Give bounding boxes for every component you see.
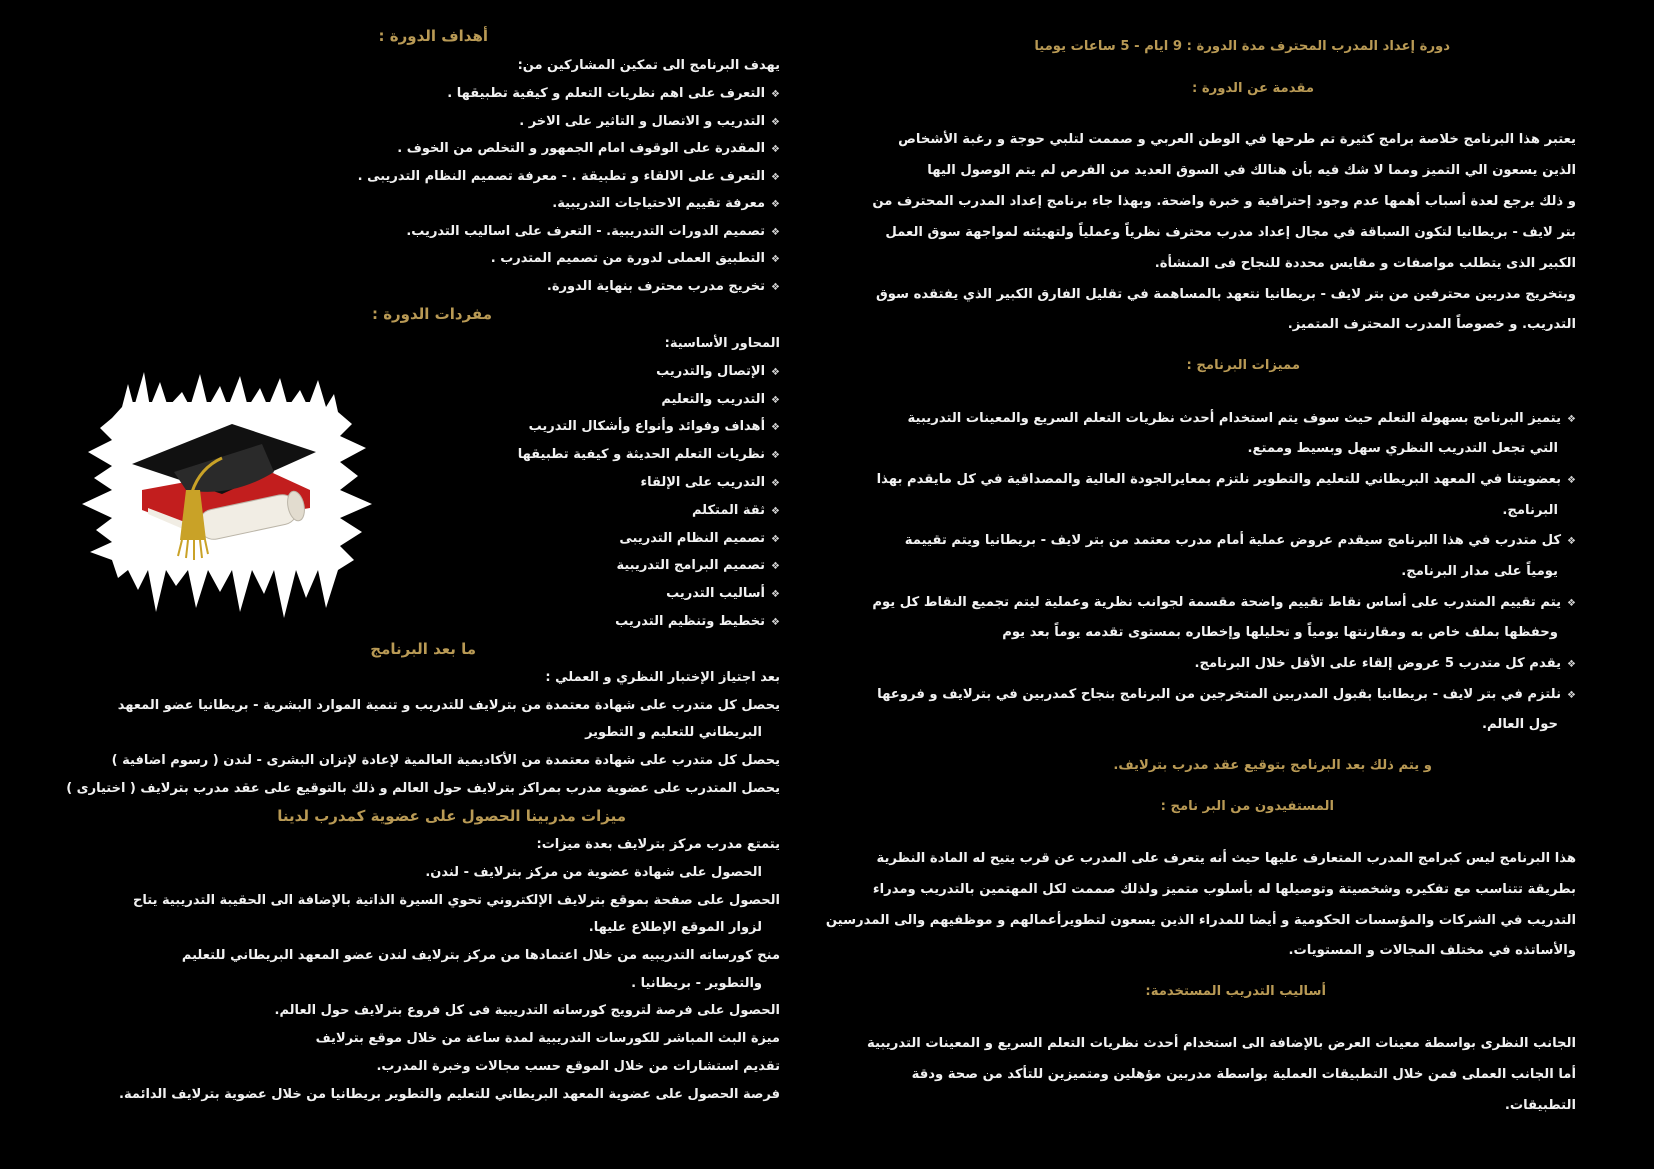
trainers-line-cont: لزوار الموقع الإطلاع عليها. [588, 920, 762, 935]
feature-item: ❖ كل متدرب في هذا البرنامج سيقدم عروض عملية أمام مدرب معتمد من بتر لايف - بريطانيا ويتم تقييمة [905, 532, 1576, 551]
module-item: ❖ نظريات التعلم الحديثة و كيفية تطبيقها [518, 446, 780, 465]
trainers-line: فرصة الحصول على عضوية المعهد البريطاني للتعليم والتطوير بريطانيا من خلال عضوية بترلايف الدائمة. [119, 1087, 780, 1102]
methods-line: الجانب النظرى بواسطة معينات العرض بالإضافة الى استخدام أحدث نظريات التعلم السريع و المعينات التدريبية [867, 1036, 1576, 1051]
beneficiaries-heading: المستفيدون من البر نامج : [1160, 799, 1334, 814]
feature-item: ❖ نلتزم في بتر لايف - بريطانيا بقبول المدربين المتخرجين من البرنامج بنجاح كمدربين في بترلايف و فروعها [877, 686, 1576, 705]
module-item: ❖ ثقة المتكلم [692, 502, 780, 521]
intro-heading: مقدمة عن الدورة : [1191, 81, 1314, 96]
course-title: دورة إعداد المدرب المحترف مدة الدورة : 9 ايام - 5 ساعات يوميا [1034, 39, 1450, 54]
methods-line: التطبيقات. [1504, 1098, 1576, 1113]
modules-heading: مفردات الدورة : [371, 305, 492, 323]
feature-item: ❖ يتميز البرنامج بسهولة التعلم حيث سوف يتم استخدام أحدث نظريات التعلم السريع والمعينات التدريبية [908, 410, 1576, 429]
trainers-line: تقديم استشارات من خلال الموقع حسب مجالات وخبرة المدرب. [376, 1059, 780, 1074]
module-item: ❖ تصميم النظام التدريبى [619, 530, 780, 549]
module-item: ❖ التدريب والتعليم [661, 391, 780, 410]
after-line-cont: البريطاني للتعليم و التطوير [585, 725, 762, 740]
after-line: بعد اجتياز الإختبار النظري و العملي : [545, 670, 780, 685]
contract-line: و يتم ذلك بعد البرنامج بتوقيع عقد مدرب بترلايف. [1113, 758, 1432, 773]
trainers-line: يتمتع مدرب مركز بترلايف بعدة ميزات: [536, 837, 780, 852]
beneficiaries-line: هذا البرنامج ليس كبرامج المدرب المتعارف عليها حيث أنه يتعرف على المدرب عن قرب يتيح له المادة النظرية [876, 851, 1576, 866]
feature-item: ❖ بعضويتنا في المعهد البريطاني للتعليم والتطوير نلتزم بمعايرالجودة العالية والمصداقية في كل مايقدم بهذا [877, 471, 1576, 490]
intro-line: الذين يسعون الي التميز ومما لا شك فيه بأن هنالك في السوق العديد من الفرص لم يتم الوصول اليها [927, 163, 1576, 178]
intro-line: التدريب. و خصوصاً المدرب المحترف المتميز. [1287, 317, 1576, 332]
trainers-line: ميزة البث المباشر للكورسات التدريبية لمدة ساعة من خلال موقع بترلايف [315, 1031, 780, 1046]
trainers-line: الحصول على شهادة عضوية من مركز بترلايف - لندن. [425, 865, 762, 880]
goal-item: ❖ المقدرة على الوقوف امام الجمهور و التخلص من الخوف . [397, 140, 780, 159]
goals-heading: أهداف الدورة : [378, 27, 488, 45]
feature-item-cont: وحفظها بملف خاص به ومقارنتها يومياً و تحليلها وإخطاره بمستوى تقدمه يوماً بعد يوم [1002, 625, 1558, 640]
trainers-line: منح كورساته التدريبيه من خلال اعتمادها من مركز بترلايف لندن عضو المعهد البريطاني للتعليم [181, 948, 780, 963]
beneficiaries-line: التدريب في الشركات والمؤسسات الحكومية و أيضا للمدراء الذين يسعون لتطويرأعمالهم و موظفيهم والى المدرسين [825, 913, 1576, 928]
trainers-line: الحصول على صفحة بموقع بترلايف الإلكتروني تحوي السيرة الذاتية بالإضافة الى الحقيبة التدريبية يتاح [133, 893, 780, 908]
methods-line: أما الجانب العملى فمن خلال التطبيقات العملية بواسطة مدربين مؤهلين ومتميزين للتأكد من صحة ودقة [911, 1067, 1576, 1082]
right-page [825, 0, 1576, 1169]
feature-item-cont: التي تجعل التدريب النظري سهل وبسيط وممتع. [1247, 441, 1558, 456]
trainers-heading: ميزات مدربينا الحصول على عضوية كمدرب لدينا [277, 807, 626, 825]
trainers-line: الحصول على فرصة لترويج كورساته التدريبية فى كل فروع بترلايف حول العالم. [274, 1003, 780, 1018]
goal-item: ❖ معرفة تقييم الاحتياجات التدريبية. [552, 195, 780, 214]
features-heading: مميزات البرنامج : [1186, 358, 1300, 373]
graduation-cap-diploma-icon [82, 372, 372, 618]
modules-intro: المحاور الأساسية: [664, 336, 780, 351]
intro-line: الكبير الذى يتطلب مواصفات و مقايس محددة للنجاح فى المنشأة. [1154, 256, 1576, 271]
goals-intro: يهدف البرنامج الى تمكين المشاركين من: [517, 58, 780, 73]
methods-heading: أساليب التدريب المستخدمة: [1145, 984, 1326, 999]
goal-item: ❖ التعرف على الالقاء و تطبيقة . - معرفة تصميم النظام التدريبى . [358, 168, 780, 187]
goal-item: ❖ تصميم الدورات التدريبية. - التعرف على اساليب التدريب. [406, 223, 780, 242]
after-line: يحصل كل متدرب على شهادة معتمدة من الأكاديمية العالمية لإعادة لإتزان البشرى - لندن ( رسوم اضافية ) [111, 753, 780, 768]
goal-item: ❖ التعرف على اهم نظريات التعلم و كيفية تطبيقها . [447, 85, 780, 104]
goal-item: ❖ التدريب و الاتصال و التاثير على الاخر . [519, 113, 780, 132]
feature-item-cont: يومياً على مدار البرنامج. [1401, 564, 1558, 579]
module-item: ❖ أهداف وفوائد وأنواع وأشكال التدريب [529, 418, 780, 437]
beneficiaries-line: والأساتذه في مختلف المجالات و المستويات. [1288, 943, 1576, 958]
beneficiaries-line: بطريقة تتناسب مع تفكيره وشخصيتة وتوصيلها له بأسلوب متميز ولذلك صممت لكل المهتمين بالتدريب ومدراء [872, 882, 1576, 897]
module-item: ❖ الإتصال والتدريب [656, 363, 780, 382]
trainers-line-cont: والتطوير - بريطانيا . [631, 976, 762, 991]
feature-item: ❖ يتم تقييم المتدرب على أساس نقاط تقييم واضحة مقسمة لجوانب نظرية وعملية ليتم تجميع النقاط كل يوم [872, 594, 1576, 613]
intro-line: بتر لايف - بريطانيا لتكون السباقة في مجال إعداد مدرب محترف نظرياً وعملياً ولتهيئته لمواجهة سوق العمل [885, 225, 1576, 240]
module-item: ❖ أساليب التدريب [666, 585, 780, 604]
intro-line: وبتخريج مدربين محترفين من بتر لايف - بريطانيا نتعهد بالمساهمة في تقليل الفارق الكبير الذي يفتقده سوق [875, 287, 1576, 302]
feature-item-cont: البرنامج. [1502, 503, 1558, 518]
feature-item: ❖ يقدم كل متدرب 5 عروض إلقاء على الأقل خلال البرنامج. [1194, 655, 1576, 674]
goal-item: ❖ تخريج مدرب محترف بنهاية الدورة. [547, 278, 780, 297]
module-item: ❖ تخطيط وتنظيم التدريب [615, 613, 780, 632]
intro-line: و ذلك يرجع لعدة أسباب أهمها عدم وجود إحترافية و خبرة واضحة. وبهذا جاء برنامج إعداد المدرب المحترف من [872, 194, 1576, 209]
intro-line: يعتبر هذا البرنامج خلاصة برامج كثيرة تم طرحها في الوطن العربي و صممت لتلبي حوجة و رغبة الأشخاص [898, 132, 1576, 147]
after-line: يحصل كل متدرب على شهادة معتمدة من بترلايف للتدريب و تنمية الموارد البشرية - بريطانيا عضو المعهد [117, 698, 780, 713]
feature-item-cont: حول العالم. [1482, 717, 1558, 732]
goal-item: ❖ التطبيق العملى لدورة من تصميم المتدرب . [491, 250, 780, 269]
module-item: ❖ تصميم البرامج التدريبية [616, 557, 780, 576]
after-line: يحصل المتدرب على عضوية مدرب بمراكز بترلايف حول العالم و ذلك بالتوقيع على عقد مدرب بترلايف ( اختيارى ) [66, 781, 780, 796]
module-item: ❖ التدريب على الإلقاء [640, 474, 780, 493]
after-heading: ما بعد البرنامج [370, 640, 476, 658]
